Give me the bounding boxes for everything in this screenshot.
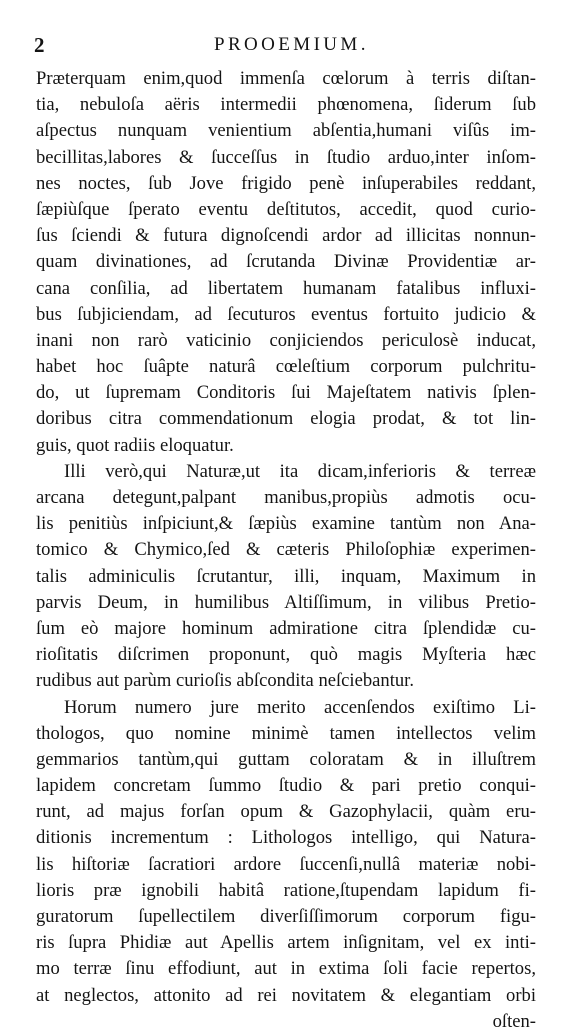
text-line: mo terræ ſinu effodiunt, aut in extima ſoli facie repertos, — [36, 958, 536, 980]
page-header — [22, 30, 542, 60]
paragraph-start-line: Horum numero jure merito accenſendos exiſtimo Li- — [64, 696, 536, 718]
text-line: lapidem concretam ſummo ſtudio & pari pretio conqui- — [36, 775, 536, 797]
text-line: gemmarios tantùm,qui guttam coloratam & in illuſtrem — [36, 748, 536, 770]
text-line: parvis Deum, in humilibus Altiſſimum, in vilibus Pretio- — [36, 591, 536, 613]
text-line: Præterquam enim,quod immenſa cœlorum à terris diſtan- — [36, 68, 536, 89]
body-text — [36, 66, 536, 1035]
text-line: ſus ſciendi & futura dignoſcendi ardor ad illicitas nonnun- — [36, 225, 536, 247]
text-line: ditionis incrementum : Lithologos intelligo, qui Natura- — [36, 827, 536, 849]
text-line: lis hiſtoriæ ſacratiori ardore ſuccenſi,nullâ materiæ nobi- — [36, 853, 536, 875]
running-title: PROOEMIUM. — [214, 34, 369, 55]
text-line: nes noctes, ſub Jove frigido penè inſuperabiles reddant, — [36, 172, 536, 194]
text-line: guratorum ſupellectilem diverſiſſimorum corporum figu- — [36, 906, 536, 927]
text-line: cana conſilia, ad libertatem humanam fatalibus influxi- — [36, 277, 536, 299]
text-line: at neglectos, attonito ad rei novitatem & elegantiam orbi — [36, 984, 536, 1006]
text-line: ſum eò majore hominum admiratione citra ſplendidæ cu- — [36, 617, 536, 639]
paragraph-start-line: Illi verò,qui Naturæ,ut ita dicam,inferioris & terreæ — [64, 460, 536, 482]
text-line: bus ſubjiciendam, ad ſecuturos eventus fortuito judicio & — [36, 303, 536, 325]
text-line: lis penitiùs inſpiciunt,& ſæpiùs examine tantùm non Ana- — [36, 513, 536, 535]
catchword: oſten- — [492, 1010, 536, 1032]
text-line: habet hoc ſuâpte naturâ cœleſtium corporum pulchritu- — [36, 356, 536, 378]
text-line: thologos, quo nomine minimè tamen intellectos velim — [36, 722, 536, 744]
text-line: tia, nebuloſa aëris intermedii phœnomena, ſiderum ſub — [36, 94, 536, 116]
text-line: rioſitatis diſcrimen proponunt, quò magis Myſteria hæc — [36, 644, 536, 666]
text-line: arcana detegunt,palpant manibus,propiùs admotis ocu- — [36, 487, 536, 508]
text-line: aſpectus nunquam venientium abſentia,humani viſûs im- — [36, 120, 536, 142]
text-line: do, ut ſupremam Conditoris ſui Majeſtatem nativis ſplen- — [36, 382, 536, 404]
text-line: quam divinationes, ad ſcrutanda Divinæ Providentiæ ar- — [36, 251, 536, 273]
text-line: becillitas,labores & ſucceſſus in ſtudio arduo,inter inſom- — [36, 146, 536, 168]
paragraph-end-line: rudibus aut parùm curioſis abſcondita neſciebantur. — [36, 670, 414, 692]
text-line: inani non rarò vaticinio conjiciendos periculosè inducat, — [36, 329, 536, 351]
text-line: tomico & Chymico,ſed & cæteris Philoſophiæ experimen- — [36, 539, 536, 561]
page-number: 2 — [34, 33, 45, 57]
text-line: talis adminiculis ſcrutantur, illi, inquam, Maximum in — [36, 565, 536, 587]
text-line: doribus citra commendationum elogia prodat, & tot lin- — [36, 408, 536, 430]
text-line: runt, ad majus forſan opum & Gazophylacii, quàm eru- — [36, 801, 536, 823]
paragraph-end-line: guis, quot radiis eloquatur. — [36, 434, 234, 456]
text-line: lioris præ ignobili habitâ ratione,ſtupendam lapidum fi- — [36, 879, 536, 901]
text-line: ris ſupra Phidiæ aut Apellis artem inſignitam, vel ex inti- — [36, 932, 536, 954]
text-line: ſæpiùſque ſperato eventu deſtitutos, accedit, quod curio- — [36, 198, 536, 220]
